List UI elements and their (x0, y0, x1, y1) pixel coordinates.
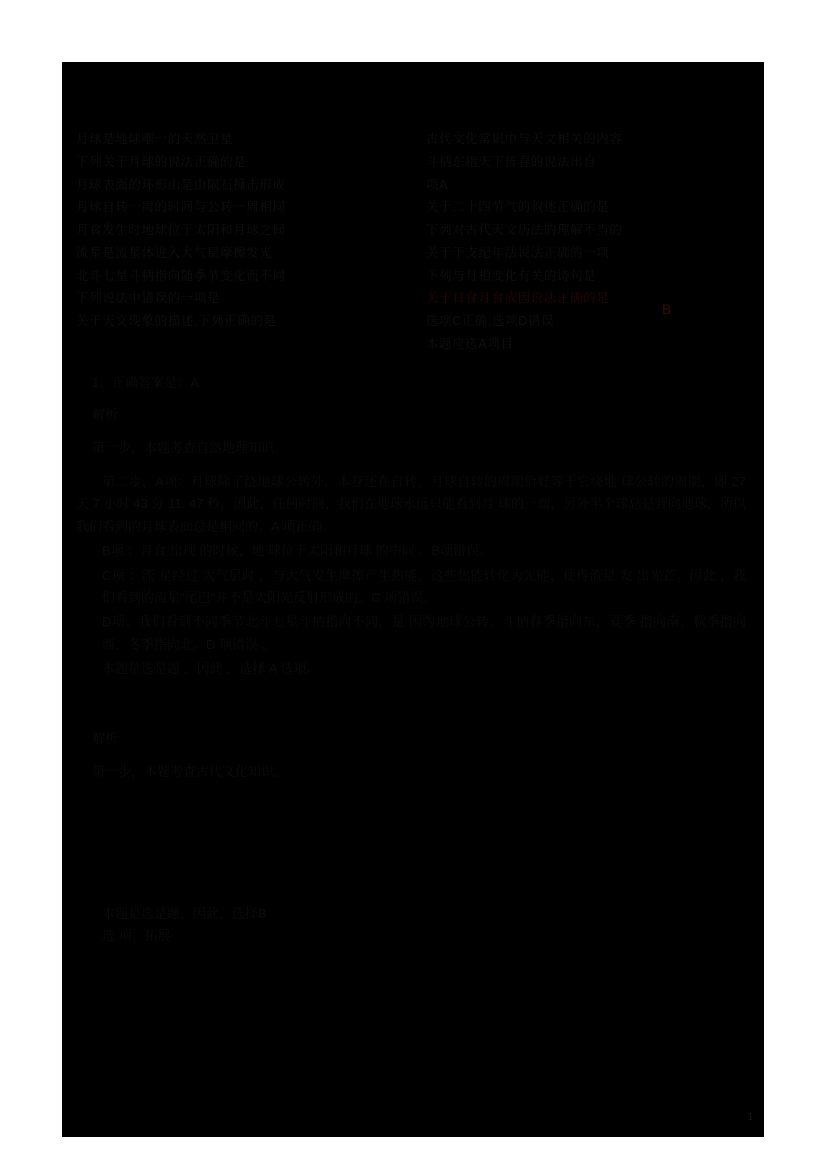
obscured-line: 下列关于月球的说法正确的是 (76, 154, 247, 169)
obscured-line: 选项C正确,选项D错误 (426, 314, 555, 328)
conclusion-paragraph-2-cont: 选 项。拓展 (102, 928, 171, 944)
conclusion-paragraph-2: 本题是选是题，因此，选择B (102, 906, 267, 922)
obscured-line: 流星是流星体进入大气层摩擦发光 (76, 245, 273, 260)
obscured-line: 月球是地球唯一的天然卫星 (76, 132, 234, 146)
answer-line: 1、正确答案是：A (92, 375, 199, 390)
obscured-line: 本题应选A项目 (426, 336, 514, 351)
obscured-line: 下列说法中错误的一项是 (76, 291, 221, 306)
obscured-line-text: 关于日食月食成因说法正确的是 (426, 291, 610, 306)
obscured-line: 月球表面的环形山是由陨石撞击形成 (76, 177, 286, 192)
obscured-line: 下列对古代天文历法的理解不当的 (426, 223, 623, 237)
obscured-column-left (76, 128, 366, 356)
obscured-line: 北斗七星斗柄指向随季节变化而不同 (76, 268, 286, 283)
analysis-body (76, 362, 746, 948)
option-b-paragraph (76, 540, 746, 562)
blank-gap (76, 783, 746, 903)
document-page (62, 62, 764, 1137)
obscured-line: 月食发生时地球位于太阳和月球之间 (76, 223, 286, 237)
option-c-paragraph: C项 ：流 星经过 大气层时 ，与大气发生摩擦产生热能，这些热能转化为光能，使得流星 发 出光芒。因此 ，我们看到的流星"尾巴"并不是太阳光反射形成的。C 项错误。 (102, 567, 746, 605)
obscured-line: 关于天文现象的描述,下列正确的是 (76, 314, 277, 328)
option-b-text: B项 ：月食 出现 的时候，地 球位于太阳和月球 的中间 。B项错误。 (102, 543, 493, 559)
step-two-paragraph: 第二步，A项：月球除了绕地球公转外，本身还在自转。月球自转的周期恰好等于它绕地 球公转的周期，即 27 天 7 小时 43 分 11. 47 秒，因此，任何时间，我们在地球永远只能看到月 球的一面，另外半个球总是背向地球，所以我们看到的月球表面总是相同的。A 项正确。 (76, 474, 746, 534)
obscured-line: 月球自转一周的时间与公转一周相同 (76, 200, 286, 215)
page-number: 1 (747, 1111, 754, 1123)
red-answer-marker: B (662, 301, 672, 317)
obscured-line: 古代文化常识中与天文相关的内容 (426, 132, 623, 146)
obscured-line: 关于二十四节气的叙述正确的是 (426, 200, 610, 215)
obscured-line: 斗柄东指天下皆春的说法出自 (426, 154, 597, 169)
step-one-2: 第一步，本题考查古代文化知识。 (92, 763, 288, 779)
analysis-label-2: 解析 (92, 731, 119, 747)
option-d-paragraph: D项：我们看到不同季节北斗七星斗柄指向不同，是 因为地球公转。斗柄春季指向东，夏季 指向南，秋季指向西，冬季指向北。D 项错误 。 (102, 614, 746, 652)
section-gap (76, 682, 746, 718)
step-one: 第一步，本题考查自然地理知识。 (92, 439, 288, 455)
obscured-line: 项A (426, 177, 449, 192)
obscured-question-columns (76, 128, 716, 356)
obscured-line: 关于干支纪年法说法正确的一项 (426, 245, 610, 260)
obscured-line: 下列与月相变化有关的诗句是 (426, 268, 597, 283)
page-content (62, 62, 764, 1137)
analysis-label: 解析 (92, 407, 119, 423)
conclusion-paragraph: 本题是选是题 ，因此 ，选择 A 选项。 (102, 660, 320, 676)
obscured-line-with-marker (426, 287, 716, 310)
obscured-column-right (426, 128, 716, 356)
